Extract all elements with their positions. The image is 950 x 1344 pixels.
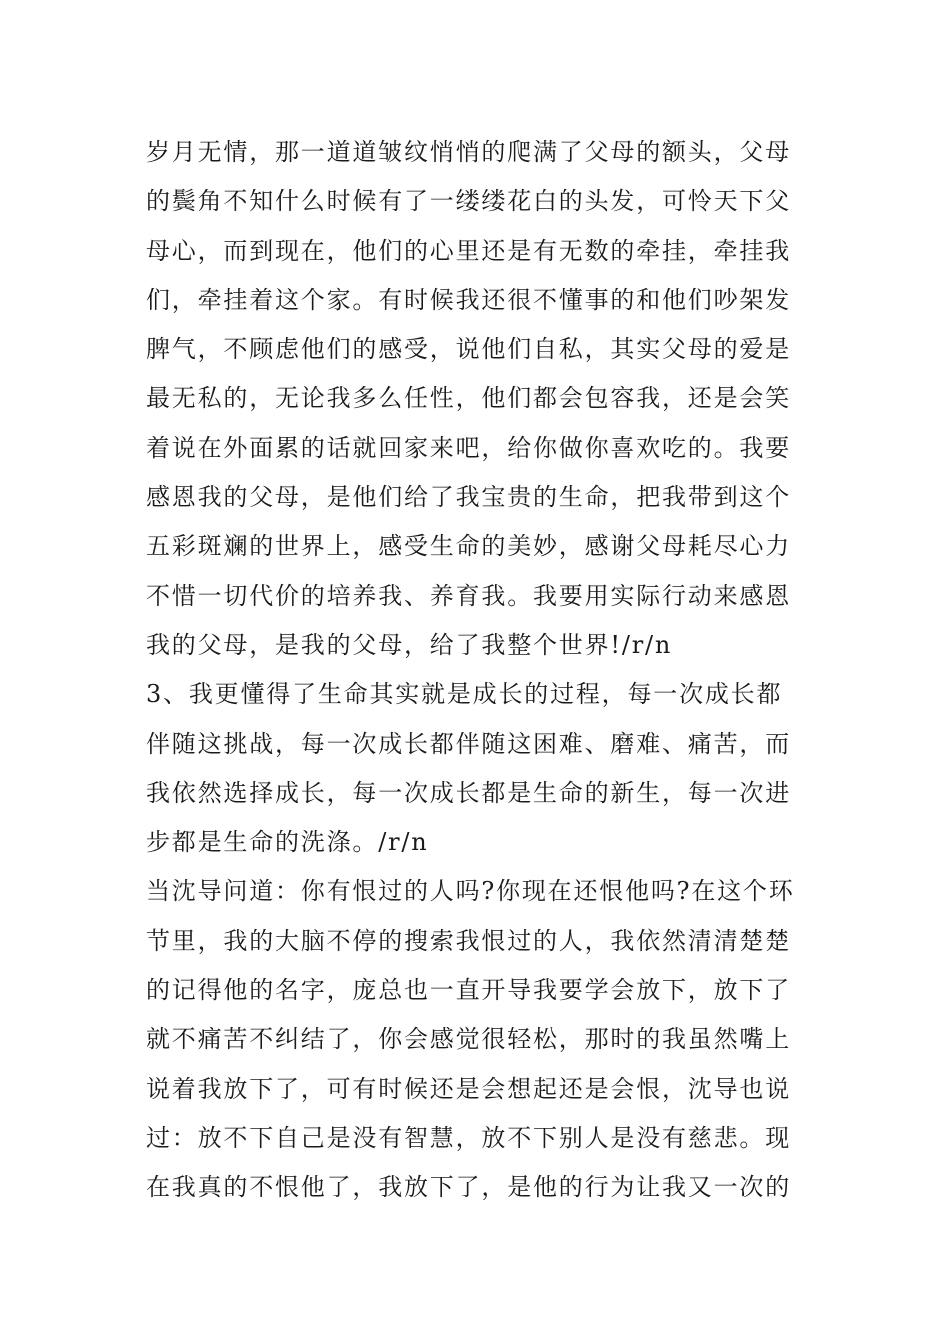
text-line: 着说在外面累的话就回家来吧，给你做你喜欢吃的。我要 — [146, 433, 791, 462]
text-line: 的鬓角不知什么时候有了一缕缕花白的头发，可怜天下父 — [146, 187, 791, 216]
text-line: 伴随这挑战，每一次成长都伴随这困难、磨难、痛苦，而 — [146, 729, 791, 758]
text-line: 不惜一切代价的培养我、养育我。我要用实际行动来感恩 — [146, 581, 791, 610]
text-line: 感恩我的父母，是他们给了我宝贵的生命，把我带到这个 — [146, 483, 791, 512]
body-text — [146, 128, 816, 1213]
text-line: 的记得他的名字，庞总也一直开导我要学会放下，放下了 — [146, 976, 791, 1005]
text-line: 3、我更懂得了生命其实就是成长的过程，每一次成长都 — [146, 680, 783, 709]
text-line: 在我真的不恨他了，我放下了，是他的行为让我又一次的 — [146, 1173, 791, 1202]
text-line: 母心，而到现在，他们的心里还是有无数的牵挂，牵挂我 — [146, 236, 791, 265]
text-line: 最无私的，无论我多么任性，他们都会包容我，还是会笑 — [146, 384, 791, 413]
text-line: 脾气，不顾虑他们的感受，说他们自私，其实父母的爱是 — [146, 335, 791, 364]
text-line: 过：放不下自己是没有智慧，放不下别人是没有慈悲。现 — [146, 1123, 791, 1152]
text-line: 就不痛苦不纠结了，你会感觉很轻松，那时的我虽然嘴上 — [146, 1025, 791, 1054]
text-line: 当沈导问道：你有恨过的人吗?你现在还恨他吗?在这个环 — [146, 877, 795, 906]
text-line: 说着我放下了，可有时候还是会想起还是会恨，沈导也说 — [146, 1074, 791, 1103]
text-line: 我依然选择成长，每一次成长都是生命的新生，每一次进 — [146, 778, 791, 807]
text-line: 岁月无情，那一道道皱纹悄悄的爬满了父母的额头，父母 — [146, 138, 791, 166]
text-line: 步都是生命的洗涤。/r/n — [146, 828, 429, 857]
text-line: 我的父母，是我的父母，给了我整个世界!/r/n — [146, 630, 673, 659]
text-line: 节里，我的大脑不停的搜索我恨过的人，我依然清清楚楚 — [146, 926, 791, 955]
text-line: 们，牵挂着这个家。有时候我还很不懂事的和他们吵架发 — [146, 285, 791, 314]
text-line: 五彩斑斓的世界上，感受生命的美妙，感谢父母耗尽心力 — [146, 532, 791, 561]
